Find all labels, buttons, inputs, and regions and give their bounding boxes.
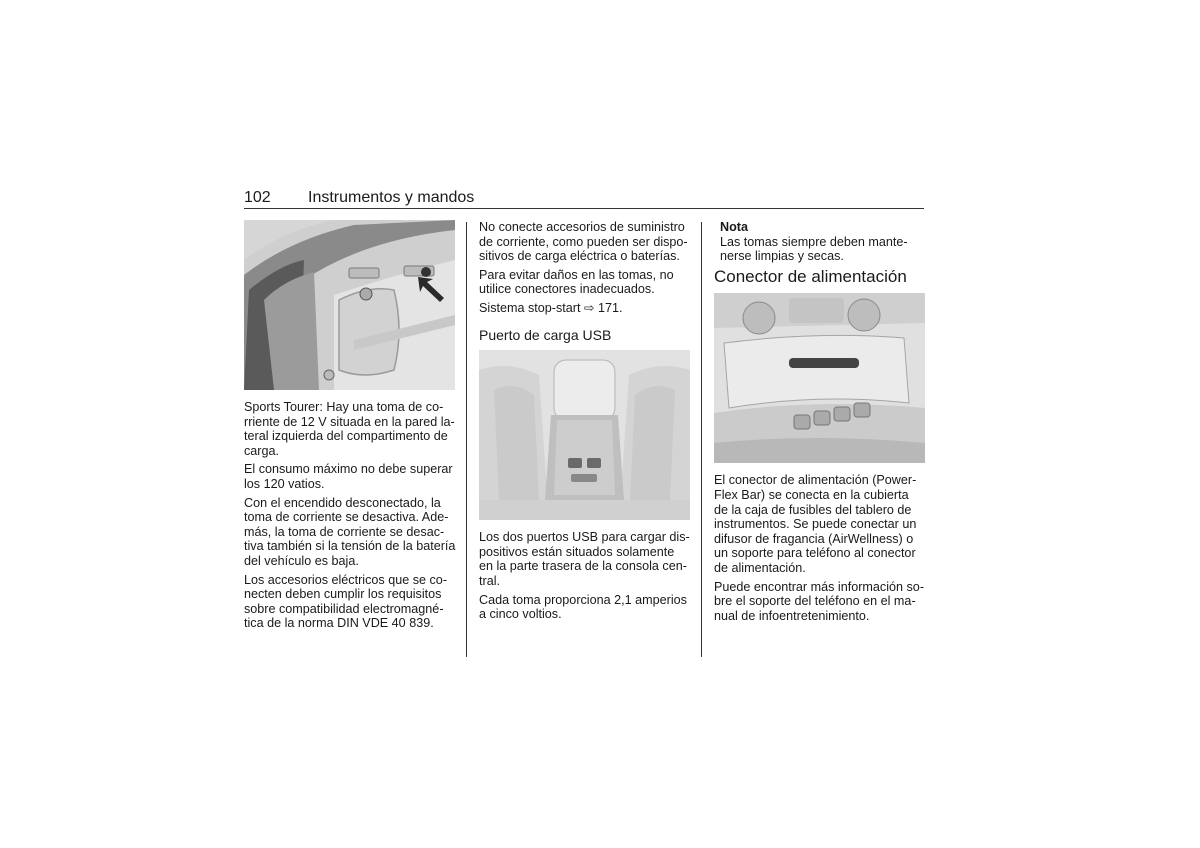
paragraph: Cada toma proporciona 2,1 amperios a cinco voltios. [479,592,687,622]
paragraph: Sistema stop-start ⇨ 171. [479,300,623,315]
page-number: 102 [244,189,271,206]
paragraph: Con el encendido desconectado, la toma de corriente se desactiva. Además, la toma de corriente se desactiva también si la tensión de la batería del vehículo es baja. [244,495,456,568]
column-2 [479,220,691,626]
note-label: Nota [720,220,748,234]
paragraph: Los accesorios eléctricos que se conecten deben cumplir los requisitos sobre compatibilidad electromagnética de la norma DIN VDE 40 839. [244,572,448,631]
usb-port-illustration [479,350,690,520]
power-connector-heading: Conector de alimentación [714,266,907,286]
paragraph: El conector de alimentación (PowerFlex Bar) se conecta en la cubierta de la caja de fusibles del tablero de instrumentos. Se puede conectar un difusor de fragancia (AirWellness) o un soporte para teléfono al conector de alimentación. [714,473,917,575]
paragraph: No conecte accesorios de suministro de corriente, como pueden ser dispositivos de carga eléctrica o baterías. [479,220,688,264]
header-rule [244,208,924,209]
column-divider-1 [466,222,467,657]
column-3 [714,220,926,627]
section-title: Instrumentos y mandos [308,189,475,206]
paragraph: Puede encontrar más información sobre el soporte del teléfono en el manual de infoentretenimiento. [714,579,925,623]
paragraph: El consumo máximo no debe superar los 120 vatios. [244,462,453,491]
column-1 [244,220,456,635]
page-header [244,189,924,209]
cargo-socket-illustration [244,220,455,390]
column-divider-2 [701,222,702,657]
paragraph: Para evitar daños en las tomas, no utilice conectores inadecuados. [479,267,674,297]
paragraph: Los dos puertos USB para cargar dispositivos están situados solamente en la parte trasera de la consola central. [479,530,690,588]
usb-heading: Puerto de carga USB [479,326,612,343]
paragraph: Sports Tourer: Hay una toma de corriente de 12 V situada en la pared lateral izquierda del compartimento de carga. [244,400,455,458]
power-connector-illustration [714,293,925,463]
note-text: Las tomas siempre deben mantenerse limpias y secas. [720,234,908,264]
